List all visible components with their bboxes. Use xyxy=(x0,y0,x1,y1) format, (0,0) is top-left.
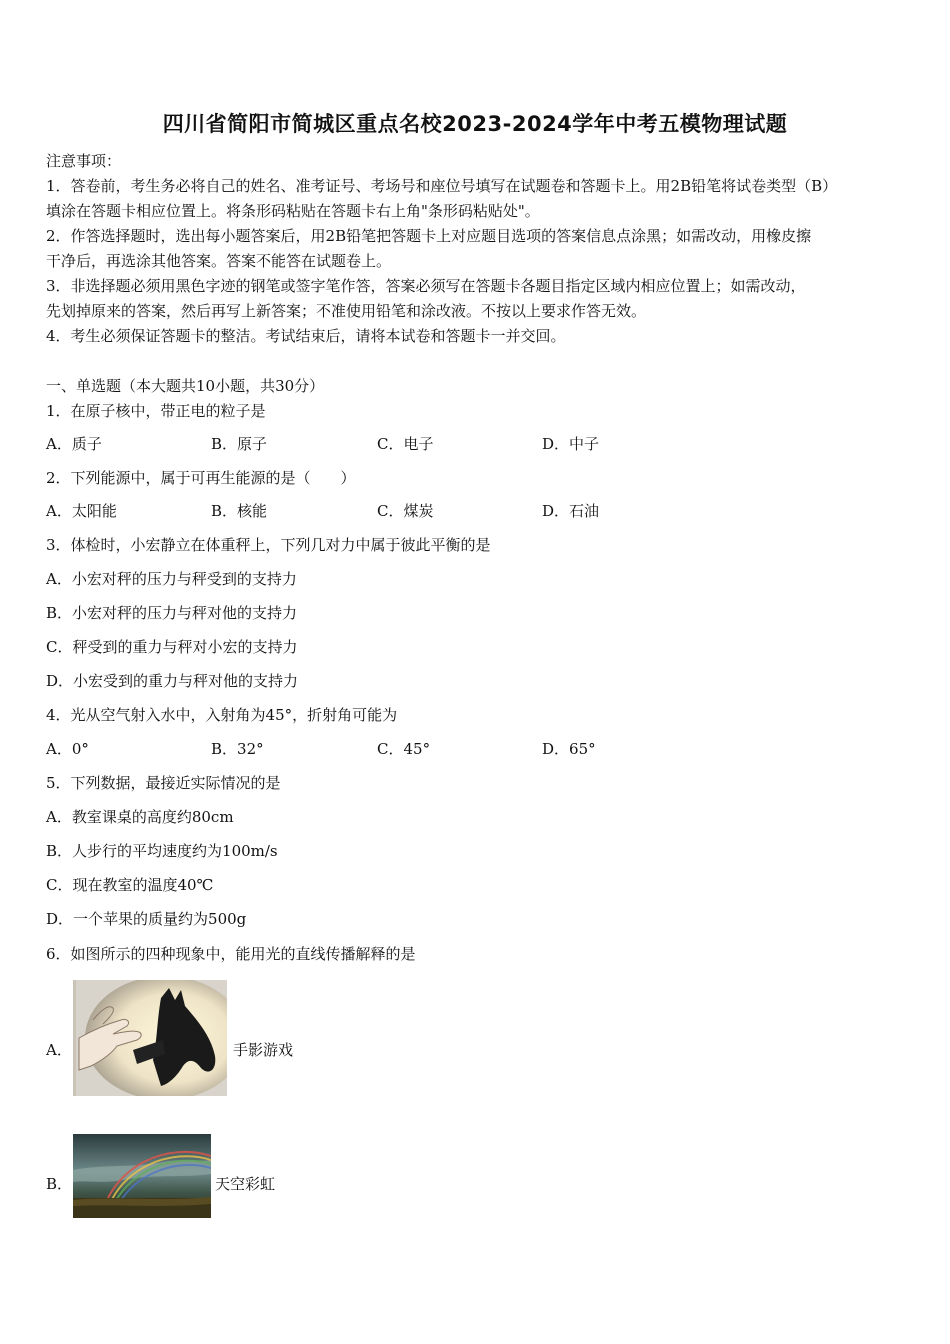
question-stem: 3．体检时，小宏静立在体重秤上，下列几对力中属于彼此平衡的是 xyxy=(46,536,491,554)
question-stem: 4．光从空气射入水中，入射角为45°，折射角可能为 xyxy=(46,706,398,724)
option-caption: 手影游戏 xyxy=(233,1041,294,1059)
option-c: C．45° xyxy=(377,740,431,758)
option-d: D．石油 xyxy=(542,502,600,520)
question-stem: 5．下列数据，最接近实际情况的是 xyxy=(46,774,281,792)
notes-line: 干净后，再选涂其他答案。答案不能答在试题卷上。 xyxy=(46,252,392,270)
option-b: B．原子 xyxy=(211,435,268,453)
option-b: B．人步行的平均速度约为100m/s xyxy=(46,842,278,860)
hand-shadow-image xyxy=(73,980,227,1096)
option-a: A．教室课桌的高度约80cm xyxy=(46,808,234,826)
notes-line: 3．非选择题必须用黑色字迹的钢笔或签字笔作答，答案必须写在答题卡各题目指定区域内相应位置上；如需改动， xyxy=(46,277,806,295)
notes-heading: 注意事项： xyxy=(46,152,122,170)
section-heading: 一、单选题（本大题共10小题，共30分） xyxy=(46,377,325,395)
option-d: D．一个苹果的质量约为500g xyxy=(46,910,247,928)
option-a: A．0° xyxy=(46,740,89,758)
option-a: A． xyxy=(46,1041,72,1059)
notes-line: 填涂在答题卡相应位置上。将条形码粘贴在答题卡右上角"条形码粘贴处"。 xyxy=(46,202,540,220)
option-c: C．秤受到的重力与秤对小宏的支持力 xyxy=(46,638,298,656)
notes-line: 先划掉原来的答案，然后再写上新答案；不准使用铅笔和涂改液。不按以上要求作答无效。 xyxy=(46,302,647,320)
option-d: D．小宏受到的重力与秤对他的支持力 xyxy=(46,672,299,690)
question-stem: 1．在原子核中，带正电的粒子是 xyxy=(46,402,266,420)
option-c: C．现在教室的温度40℃ xyxy=(46,876,214,894)
notes-line: 4．考生必须保证答题卡的整洁。考试结束后，请将本试卷和答题卡一并交回。 xyxy=(46,327,566,345)
option-b: B．32° xyxy=(211,740,264,758)
option-a: A．太阳能 xyxy=(46,502,117,520)
option-a: A．质子 xyxy=(46,435,102,453)
option-a: A．小宏对秤的压力与秤受到的支持力 xyxy=(46,570,297,588)
question-stem: 2．下列能源中，属于可再生能源的是（ ） xyxy=(46,469,356,487)
option-c: C．煤炭 xyxy=(377,502,434,520)
notes-line: 1．答卷前，考生务必将自己的姓名、准考证号、考场号和座位号填写在试题卷和答题卡上。用2B铅笔将试卷类型（B） xyxy=(46,177,838,195)
question-stem: 6．如图所示的四种现象中，能用光的直线传播解释的是 xyxy=(46,945,416,963)
page-title: 四川省简阳市简城区重点名校2023-2024学年中考五模物理试题 xyxy=(162,112,788,136)
option-b: B．核能 xyxy=(211,502,268,520)
option-b: B．小宏对秤的压力与秤对他的支持力 xyxy=(46,604,298,622)
option-c: C．电子 xyxy=(377,435,434,453)
notes-line: 2．作答选择题时，选出每小题答案后，用2B铅笔把答题卡上对应题目选项的答案信息点涂黑；如需改动，用橡皮擦 xyxy=(46,227,812,245)
option-b: B． xyxy=(46,1175,73,1193)
option-caption: 天空彩虹 xyxy=(215,1175,276,1193)
option-d: D．中子 xyxy=(542,435,600,453)
option-d: D．65° xyxy=(542,740,596,758)
rainbow-image xyxy=(73,1134,211,1218)
